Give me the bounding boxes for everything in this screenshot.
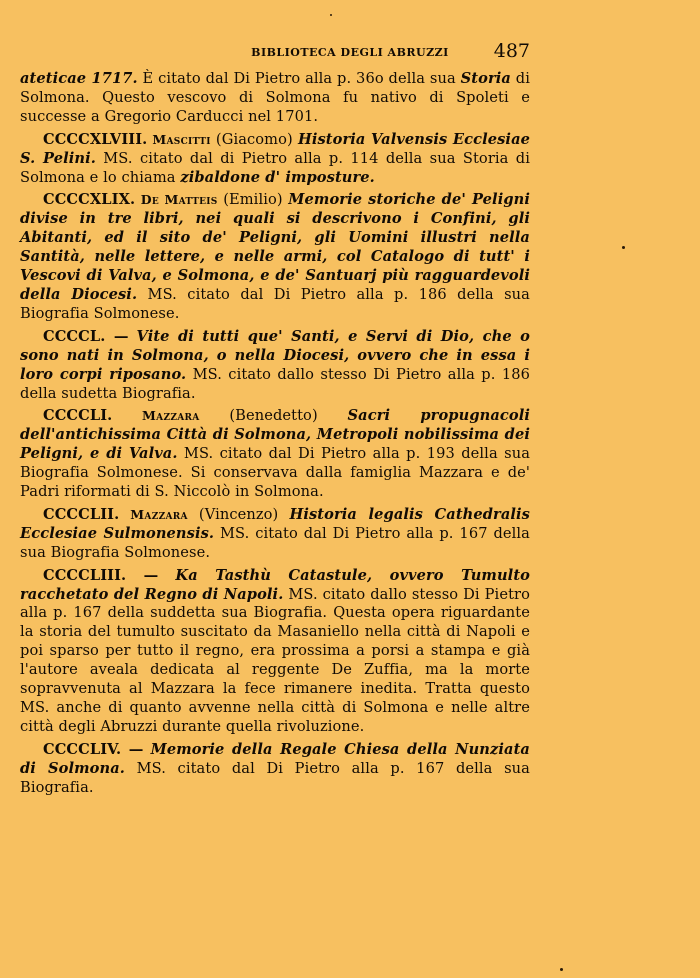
page-header [0,42,700,64]
entry-text: È citato dal Di Pietro alla p. 36o della sua [137,70,461,87]
work-title: Sacri propugnacoli dell'antichissima Città di Solmona, Metropoli nobilissima dei Peligni, e di Valva. [20,407,531,463]
print-speck [560,968,563,971]
entry-number: CCCCXLVIII. [43,130,148,148]
work-title: Historia legalis Cathedralis Ecclesiae Sulmonensis. [20,505,531,542]
entry-text: MS. citato dal Di Pietro alla p. 193 della sua Biografia Solmonese. Si conservava dalla famiglia Mazzara e de' Padri riformati di S. Niccolò in Solmona. [20,445,530,501]
entry-text: (Vincenzo) [187,505,290,523]
print-speck [622,246,625,249]
entry-continuation [20,70,530,127]
catalog-entry [20,567,530,737]
work-title: Memorie della Regale Chiesa della Nunziata di Solmona. [20,740,530,777]
entry-text: MS. citato dal di Pietro alla p. 114 della sua Storia di Solmona e lo chiama [20,149,530,186]
author-name: De Matteis [135,192,218,208]
entry-text: MS. citato dal Di Pietro alla p. 186 della sua Biografia Solmonese. [20,285,530,322]
catalog-entry [20,506,530,563]
catalog-entry [20,741,530,798]
entry-text [129,328,137,345]
entry-number: CCCCLIV. — [43,740,144,758]
work-title: Historia Valvensis Ecclesiae S. Pelini. [20,130,531,167]
entry-text [158,567,175,584]
catalog-entry [20,191,530,323]
running-title: BIBLIOTECA DEGLI ABRUZZI [251,46,449,59]
work-title: Ka Tasthù Catastule, ovvero Tumulto racchetato del Regno di Napoli. [20,566,530,603]
work-title: Vite di tutti que' Santi, e Servi di Dio, che o sono nati in Solmona, o nella Diocesi, ovvero che in essa i loro corpi riposano. [20,327,530,383]
entry-number: CCCCLII. [43,505,120,523]
work-title: Storia [460,70,511,87]
entry-text: MS. citato dal Di Pietro alla p. 167 della sua Biografia Solmonese. [20,524,530,561]
catalog-entry [20,328,530,404]
entry-text: di Solmona. Questo vescovo di Solmona fu nativo di Spoleti e successe a Gregorio Carducci nel 1701. [20,70,531,125]
entry-text: MS. citato dallo stesso Di Pietro alla p. 186 della sudetta Biografia. [20,365,530,402]
entry-text: (Giacomo) [210,130,298,148]
catalog-entry [20,407,530,502]
entry-number: CCCCL. — [43,327,129,345]
catalog-entry [20,131,530,188]
entry-number: CCCCLI. [43,407,113,425]
work-title: Memorie storiche de' Peligni divise in tre libri, nei quali si descrivono i Confini, gli Abitanti, ed il sito de' Peligni, gli Uomini illustri nella Santità, nelle lettere, e nelle armi, col Catalogo di tutt' i Vescovi di Valva, e Solmona, e de' Santuarj più ragguardevoli della Diocesi. [20,191,530,303]
author-name: Mascitti [147,131,211,147]
page-number: 487 [493,40,530,62]
text-body [20,70,530,802]
work-title: zibaldone d' imposture. [180,168,375,186]
author-name: Mazzara [119,506,188,522]
entry-text [143,741,150,758]
entry-text: MS. citato dallo stesso Di Pietro alla p. 167 della suddetta sua Biografia. Questa opera riguardante la storia del tumulto suscitato da Masaniello nella città di Napoli e poi sparso per tutto il regno, era prossima a porsi a stampa e già l'autore aveala dedicata al reggente De Zuffia, ma la morte sopravvenuta al Mazzara la fece rimanere inedita. Tratta questo MS. anche di quanto avvenne nella città di Solmona e nelle altre città degli Abruzzi durante quella rivoluzione. [20,585,530,735]
work-title: ateticae 1717. [20,70,138,87]
entry-text: (Emilio) [217,191,289,209]
entry-text: (Benedetto) [199,407,348,425]
entry-text: MS. citato dal Di Pietro alla p. 167 della sua Biografia. [20,759,530,796]
author-name: Mazzara [112,408,200,424]
print-speck [330,14,332,16]
entry-number: CCCCXLIX. [43,191,136,209]
entry-number: CCCCLIII. — [43,566,159,584]
